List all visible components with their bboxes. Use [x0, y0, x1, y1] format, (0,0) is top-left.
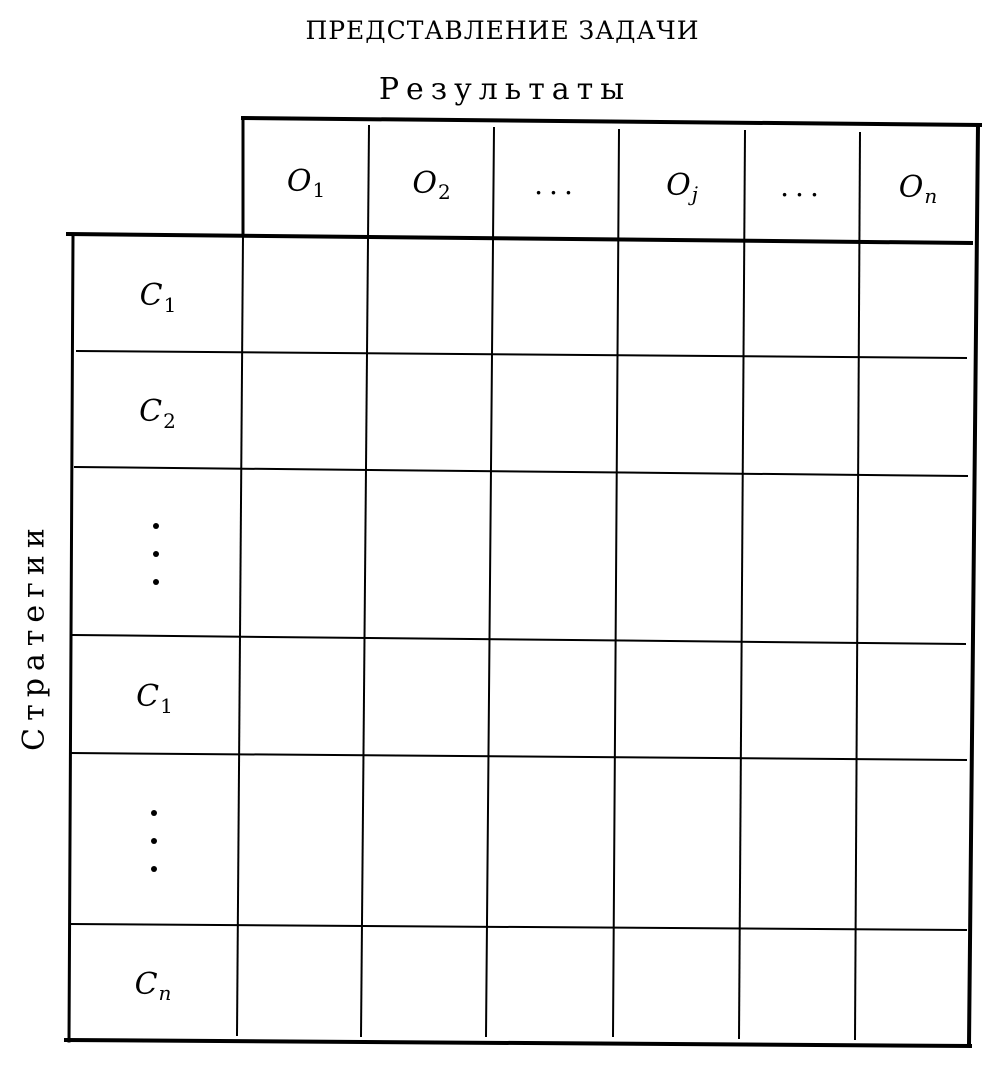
column-header-o1: O 1 — [286, 163, 326, 202]
outcomes-label: Результаты — [378, 72, 632, 107]
row-header-cn: C n — [134, 966, 172, 1005]
row-header-c1: C 1 — [139, 278, 177, 317]
vertical-ellipsis — [151, 810, 157, 872]
table-right-border — [969, 125, 978, 1045]
row-header-c2: C 2 — [139, 394, 176, 433]
vertical-ellipsis — [153, 523, 159, 585]
column-header-o2: O 2 — [412, 165, 451, 204]
page-title: ПРЕДСТАВЛЕНИЕ ЗАДАЧИ — [305, 16, 700, 45]
row-header-vdots — [73, 470, 238, 638]
row-header-ci: C 1 — [136, 679, 173, 718]
column-header-oj: O j — [666, 167, 698, 206]
column-separator — [486, 128, 494, 1036]
column-header-ellipsis: ... — [534, 167, 579, 201]
column-separator — [361, 126, 369, 1036]
row-header-vdots — [71, 756, 236, 926]
column-header-on: O n — [898, 169, 938, 208]
column-separator — [613, 130, 619, 1036]
strategies-label: Стратегии — [16, 521, 52, 751]
header-top-border — [243, 118, 980, 125]
column-separator — [739, 131, 745, 1038]
column-header-ellipsis: ... — [780, 169, 825, 203]
column-separator — [855, 133, 860, 1039]
